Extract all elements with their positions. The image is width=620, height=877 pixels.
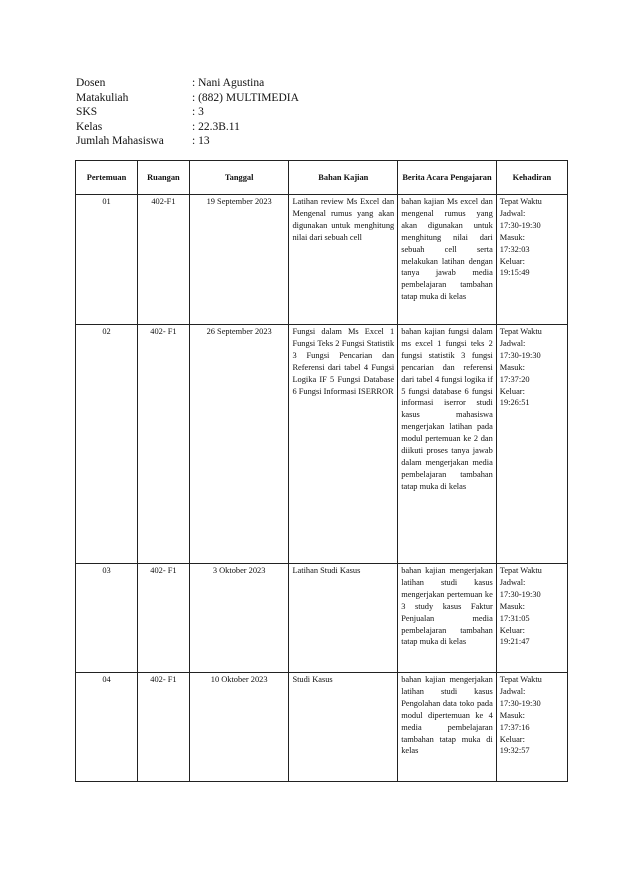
header-kehadiran: Kehadiran — [496, 161, 567, 195]
cell-ruangan: 402- F1 — [138, 564, 190, 673]
cell-kehadiran: Tepat Waktu Jadwal: 17:30-19:30 Masuk: 17:31:05 Keluar: 19:21:47 — [496, 564, 567, 673]
info-label: SKS — [76, 106, 98, 119]
cell-ruangan: 402- F1 — [138, 325, 190, 564]
cell-berita-acara: bahan kajian mengerjakan latihan studi kasus Pengolahan data toko pada modul dipertemuan ke 4 media pembelajaran tambahan tatap muka di kelas — [398, 673, 497, 782]
table-header-row — [76, 161, 568, 195]
cell-kehadiran: Tepat Waktu Jadwal: 17:30-19:30 Masuk: 17:37:16 Keluar: 19:32:57 — [496, 673, 567, 782]
table-row — [76, 673, 568, 782]
header-ruangan: Ruangan — [138, 161, 190, 195]
cell-pertemuan: 02 — [76, 325, 138, 564]
cell-pertemuan: 03 — [76, 564, 138, 673]
header-pertemuan: Pertemuan — [76, 161, 138, 195]
info-label: Kelas — [76, 120, 103, 133]
info-row-jumlah — [76, 134, 299, 149]
table-row — [76, 325, 568, 564]
info-value: : 3 — [192, 106, 204, 119]
header-berita-acara: Berita Acara Pengajaran — [398, 161, 497, 195]
info-value: : 13 — [192, 135, 210, 148]
info-value: : (882) MULTIMEDIA — [192, 91, 299, 104]
cell-tanggal: 26 September 2023 — [189, 325, 289, 564]
info-row-dosen — [76, 76, 299, 91]
cell-bahan-kajian: Studi Kasus — [289, 673, 398, 782]
cell-ruangan: 402-F1 — [138, 195, 190, 325]
cell-berita-acara: bahan kajian mengerjakan latihan studi kasus mengerjakan pertemuan ke 3 study kasus Faktur Penjualan media pembelajaran tambahan tatap muka di kelas — [398, 564, 497, 673]
course-info — [76, 76, 299, 149]
info-label: Matakuliah — [76, 91, 129, 104]
cell-tanggal: 10 Oktober 2023 — [189, 673, 289, 782]
info-label: Dosen — [76, 77, 106, 89]
cell-berita-acara: bahan kajian Ms excel dan mengenal rumus yang akan digunakan untuk menghitung nilai dari sebuah cell serta melakukan latihan dengan tanya jawab media pembelajaran tambahan tatap muka di kelas — [398, 195, 497, 325]
table-row — [76, 564, 568, 673]
header-bahan-kajian: Bahan Kajian — [289, 161, 398, 195]
cell-bahan-kajian: Latihan Studi Kasus — [289, 564, 398, 673]
cell-ruangan: 402- F1 — [138, 673, 190, 782]
cell-bahan-kajian: Fungsi dalam Ms Excel 1 Fungsi Teks 2 Fungsi Statistik 3 Fungsi Pencarian dan Referensi dari tabel 4 Fungsi Logika IF 5 Fungsi Database 6 Fungsi Informasi ISERROR — [289, 325, 398, 564]
cell-kehadiran: Tepat Waktu Jadwal: 17:30-19:30 Masuk: 17:37:20 Keluar: 19:26:51 — [496, 325, 567, 564]
info-row-sks — [76, 105, 299, 120]
info-value: : 22.3B.11 — [192, 120, 240, 133]
info-row-kelas — [76, 120, 299, 135]
cell-bahan-kajian: Latihan review Ms Excel dan Mengenal rumus yang akan digunakan untuk menghitung nilai dari sebuah cell — [289, 195, 398, 325]
cell-pertemuan: 04 — [76, 673, 138, 782]
cell-berita-acara: bahan kajian fungsi dalam ms excel 1 fungsi teks 2 fungsi statistik 3 fungsi pencarian dan referensi dari tabel 4 fungsi logika if 5 fungsi database 6 fungsi informasi iserror studi kasus mahasiswa mengerjakan latihan pada modul pertemuan ke 2 dan diikuti proses tanya jawab dalam mengerjakan media pembelajaran tambahan tatap muka di kelas — [398, 325, 497, 564]
info-label: Jumlah Mahasiswa — [76, 135, 164, 148]
cell-pertemuan: 01 — [76, 195, 138, 325]
table-row — [76, 195, 568, 325]
info-value: : Nani Agustina — [192, 77, 265, 89]
info-row-matakuliah — [76, 91, 299, 106]
cell-kehadiran: Tepat Waktu Jadwal: 17:30-19:30 Masuk: 17:32:03 Keluar: 19:15:49 — [496, 195, 567, 325]
cell-tanggal: 3 Oktober 2023 — [189, 564, 289, 673]
attendance-table — [75, 160, 568, 782]
header-tanggal: Tanggal — [189, 161, 289, 195]
cell-tanggal: 19 September 2023 — [189, 195, 289, 325]
